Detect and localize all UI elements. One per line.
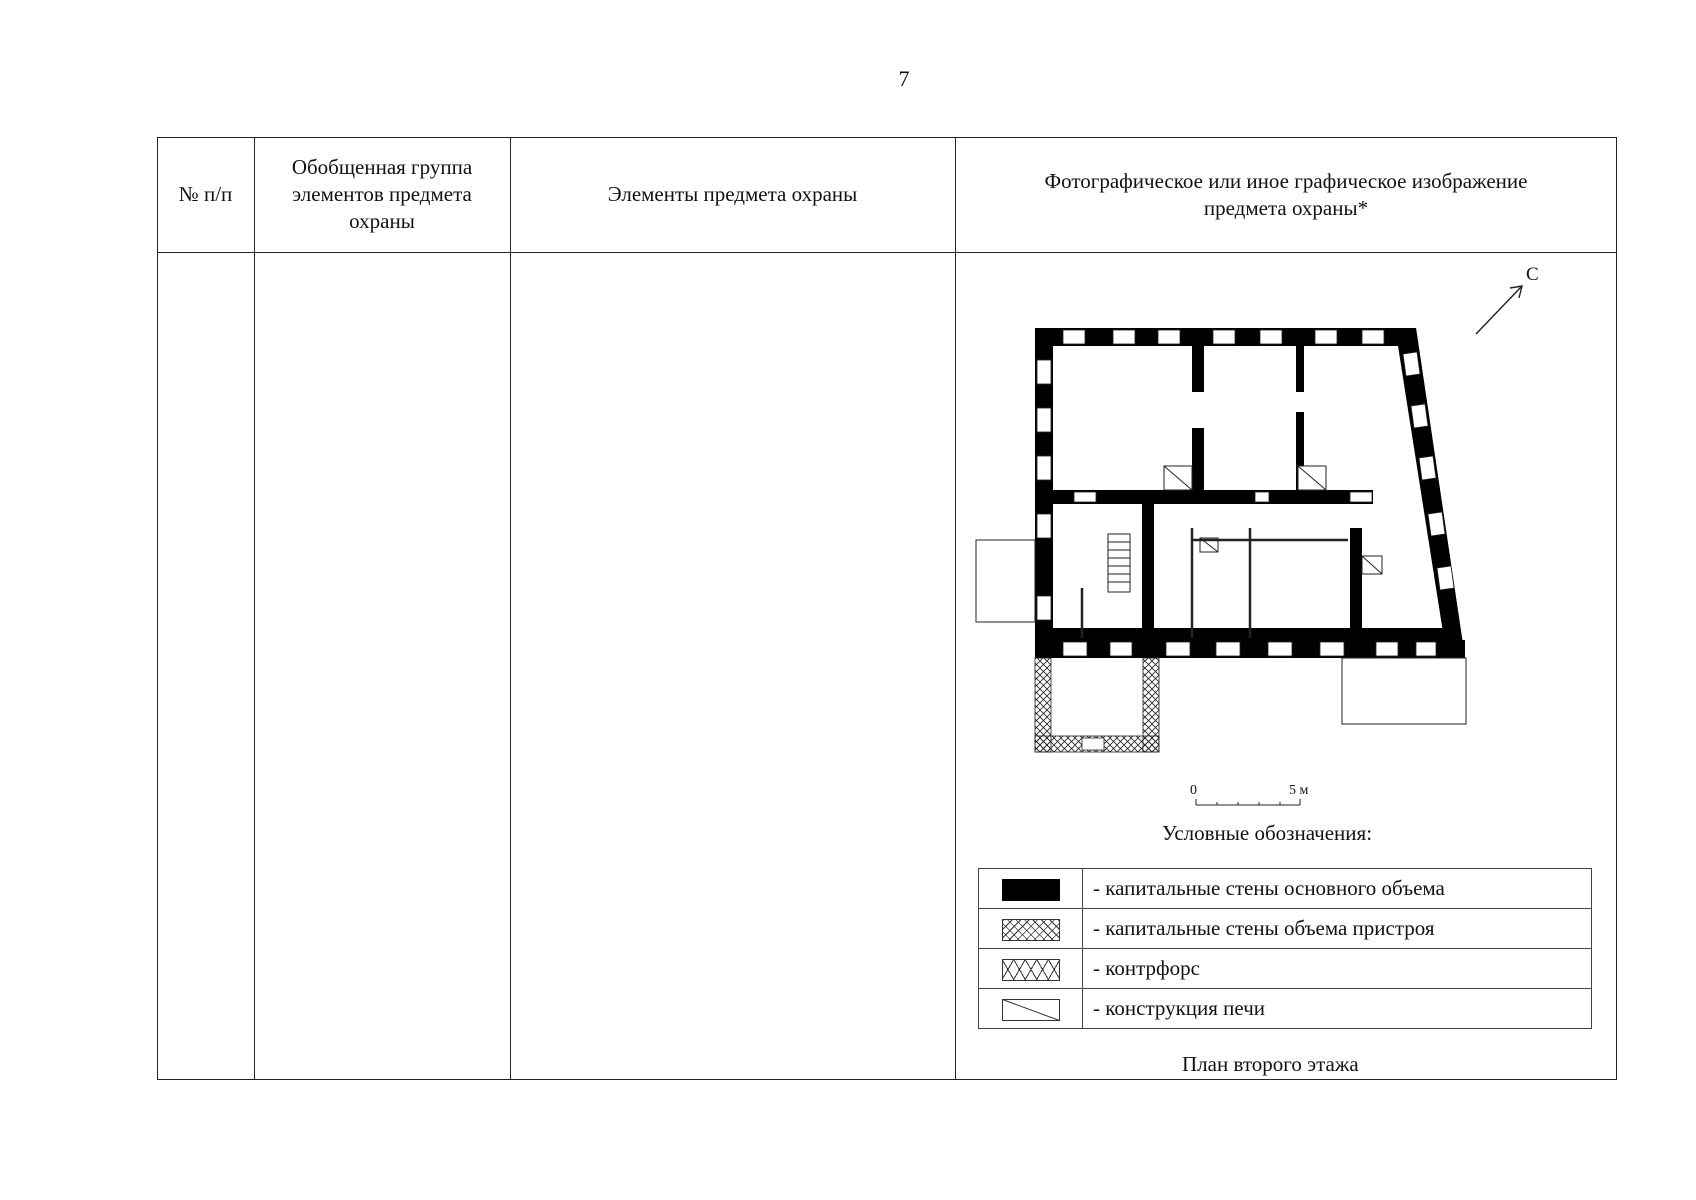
scale-five: 5 м bbox=[1289, 783, 1309, 798]
annex-door bbox=[1082, 738, 1104, 750]
legend-table bbox=[978, 868, 1592, 1029]
scale-zero: 0 bbox=[1190, 783, 1197, 798]
legend-row bbox=[979, 949, 1592, 989]
north-label: С bbox=[1526, 264, 1539, 285]
staircase bbox=[1108, 534, 1130, 592]
column-divider bbox=[254, 137, 255, 1080]
column-divider bbox=[955, 137, 956, 1080]
plan-caption: План второго этажа bbox=[1182, 1052, 1359, 1076]
column-divider bbox=[510, 137, 511, 1080]
header-number: № п/п bbox=[178, 182, 233, 206]
floor-plan bbox=[970, 318, 1480, 758]
header-group: Обобщенная группа элементов предмета охраны bbox=[291, 155, 473, 233]
buttress-swatch-icon bbox=[1002, 959, 1060, 981]
legend-row bbox=[979, 989, 1592, 1029]
legend-title: Условные обозначения: bbox=[1162, 821, 1373, 845]
legend-row bbox=[979, 909, 1592, 949]
legend-text: - капитальные стены основного объема bbox=[1083, 869, 1592, 909]
solid-black-swatch-icon bbox=[1002, 879, 1060, 901]
legend-text: - капитальные стены объема пристроя bbox=[1083, 909, 1592, 949]
stove-diagonal-swatch-icon bbox=[1002, 999, 1060, 1021]
rear-extension bbox=[1342, 658, 1466, 724]
page-number: 7 bbox=[898, 66, 910, 91]
crosshatch-swatch-icon bbox=[1002, 919, 1060, 941]
header-elements: Элементы предмета охраны bbox=[607, 182, 858, 206]
side-porch bbox=[976, 540, 1035, 622]
legend-text: - конструкция печи bbox=[1083, 989, 1592, 1029]
legend-row bbox=[979, 869, 1592, 909]
header-image: Фотографическое или иное графическое изображение предмета охраны* bbox=[1044, 168, 1528, 220]
header-divider bbox=[157, 252, 1617, 253]
legend-text: - контрфорс bbox=[1083, 949, 1592, 989]
